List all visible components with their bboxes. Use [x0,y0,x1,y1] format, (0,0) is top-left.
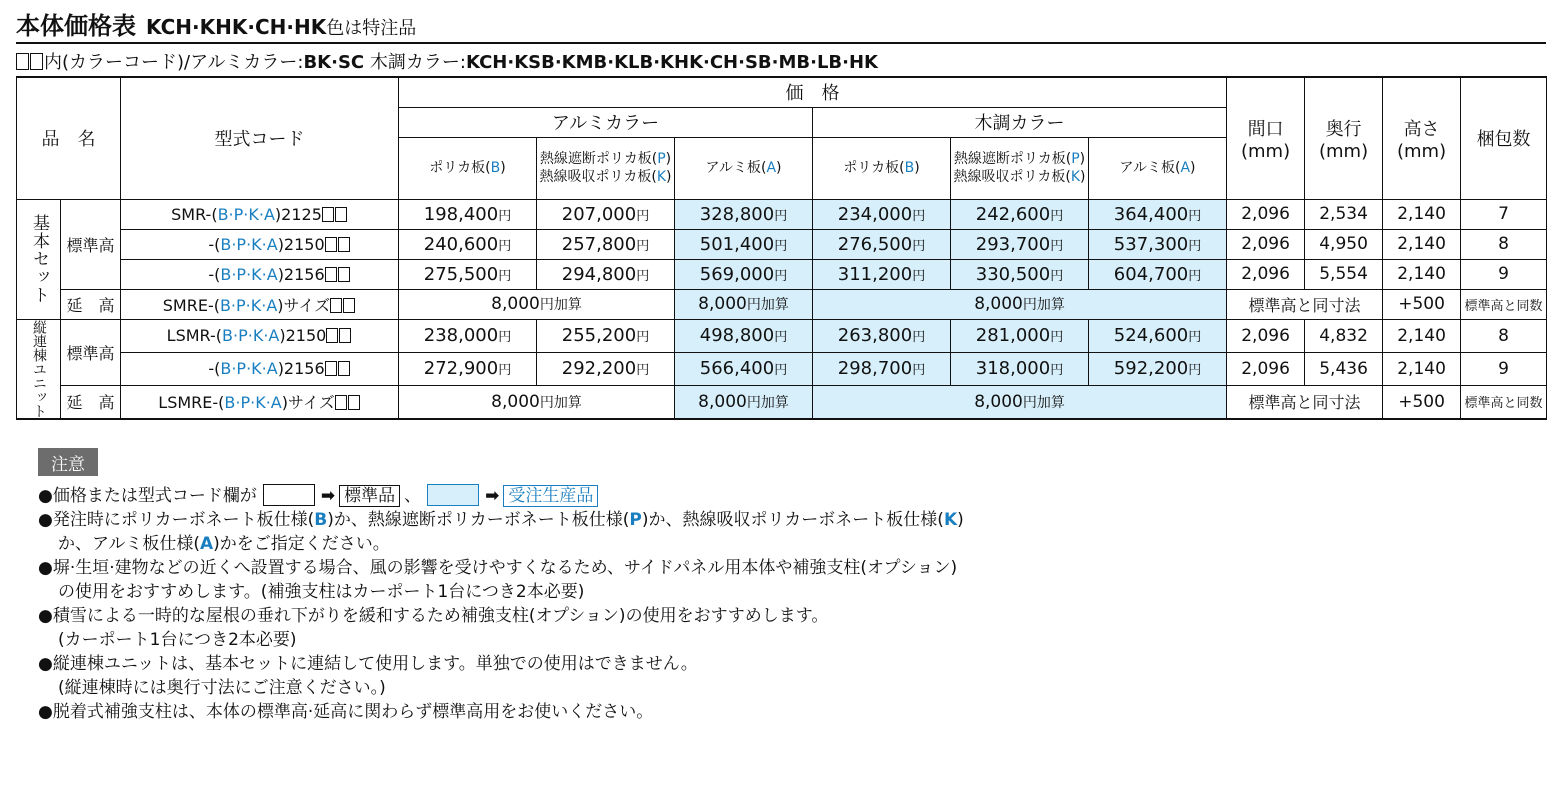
header-wood-alum: アルミ板(A) [1089,137,1227,199]
table-row-extended [17,289,1547,319]
height-cell: 2,140 [1383,229,1461,259]
depth-cell: 4,832 [1305,319,1383,352]
header-product: 品 名 [17,77,121,199]
group-vertical: 縦連棟ユニット [17,319,61,419]
same-size-cell: 標準高と同寸法 [1227,385,1383,418]
depth-cell: 5,436 [1305,352,1383,385]
note-item-cont: (縦連棟時には奥行寸法にご注意ください。) [58,678,386,698]
legend-white-box [263,484,315,506]
price-cell: 537,300円 [1089,229,1227,259]
price-cell: 238,000円 [399,319,537,352]
note-item-cont: (カーポート1台につき2本必要) [58,630,297,650]
header-alu-alum: アルミ板(A) [675,137,813,199]
header-code: 型式コード [121,77,399,199]
note-item-cont: か、アルミ板仕様(A)かをご指定ください。 [58,534,390,554]
price-cell: 255,200円 [537,319,675,352]
label-standard: 標準高 [61,199,121,289]
header-wood-heat: 熱線遮断ポリカ板(P) 熱線吸収ポリカ板(K) [951,137,1089,199]
color-code-line [16,48,878,74]
note-item: ●発注時にポリカーボネート板仕様(B)か、熱線遮断ポリカーボネート板仕様(P)か、熱線吸収ポリカーボネート板仕様(K) [38,510,964,530]
notes-list [38,484,1138,724]
note-item: ●脱着式補強支柱は、本体の標準高·延高に関わらず標準高用をお使いください。 [38,702,654,722]
price-cell: 275,500円 [399,259,537,289]
model-code: -(B·P·K·A)2156 [121,259,399,289]
price-cell: 501,400円 [675,229,813,259]
label-extended: 延 高 [61,289,121,319]
table-row [17,199,1547,229]
title-codes: KCH·KHK·CH·HK [146,15,327,39]
price-cell: 292,200円 [537,352,675,385]
height-cell: 2,140 [1383,199,1461,229]
add-price-cell: 8,000円加算 [675,385,813,418]
pack-cell: 9 [1461,259,1547,289]
width-cell: 2,096 [1227,259,1305,289]
price-cell: 330,500円 [951,259,1089,289]
header-alu-poly: ポリカ板(B) [399,137,537,199]
price-cell: 328,800円 [675,199,813,229]
price-cell: 242,600円 [951,199,1089,229]
pack-cell: 9 [1461,352,1547,385]
title-rule [16,42,1546,44]
price-cell: 569,000円 [675,259,813,289]
width-cell: 2,096 [1227,319,1305,352]
price-cell: 298,700円 [813,352,951,385]
table-row [17,352,1547,385]
price-cell: 592,200円 [1089,352,1227,385]
price-cell: 240,600円 [399,229,537,259]
width-cell: 2,096 [1227,352,1305,385]
table-row-extended [17,385,1547,418]
price-cell: 234,000円 [813,199,951,229]
wood-color-label: 木調カラー: [364,52,466,73]
model-code: -(B·P·K·A)2156 [121,352,399,385]
width-cell: 2,096 [1227,199,1305,229]
note-item: ●塀·生垣·建物などの近くへ設置する場合、風の影響を受けやすくなるため、サイドパネル用本体や補強支柱(オプション) [38,558,958,578]
alu-color-codes: BK·SC [303,52,365,73]
depth-cell: 4,950 [1305,229,1383,259]
note-item: ●縦連棟ユニットは、基本セットに連結して使用します。単独での使用はできません。 [38,654,698,674]
price-cell: 207,000円 [537,199,675,229]
pack-cell: 標準高と同数 [1461,385,1547,418]
header-alu: アルミカラー [399,107,813,137]
header-wood: 木調カラー [813,107,1227,137]
model-code: LSMR-(B·P·K·A)2150 [121,319,399,352]
height-cell: +500 [1383,289,1461,319]
header-pack: 梱包数 [1461,77,1547,199]
add-price-cell: 8,000円加算 [399,289,675,319]
arrow-right-icon: ➡ [320,486,336,506]
color-code-prefix: 内(カラーコード)/アルミカラー: [44,52,304,73]
price-cell: 276,500円 [813,229,951,259]
wood-color-codes: KCH·KSB·KMB·KLB·KHK·CH·SB·MB·LB·HK [465,52,878,73]
price-cell: 293,700円 [951,229,1089,259]
legend-standard: 標準品 [339,485,400,507]
note-item-cont: の使用をおすすめします。(補強支柱はカーポート1台につき2本必要) [58,582,585,602]
notes-tag: 注意 [38,448,98,476]
title-tail: 色は特注品 [326,18,417,39]
add-price-cell: 8,000円加算 [813,289,1227,319]
header-height: 高さ (mm) [1383,77,1461,199]
note-item: ●積雪による一時的な屋根の垂れ下がりを緩和するため補強支柱(オプション)の使用をおすすめします。 [38,606,829,626]
price-cell: 364,400円 [1089,199,1227,229]
price-cell: 524,600円 [1089,319,1227,352]
label-standard: 標準高 [61,319,121,385]
note-legend: ●価格または型式コード欄が ➡ 標準品 、 ➡ 受注生産品 [38,484,1138,508]
height-cell: +500 [1383,385,1461,418]
price-cell: 604,700円 [1089,259,1227,289]
color-code-box [16,53,29,70]
price-cell: 311,200円 [813,259,951,289]
label-extended: 延 高 [61,385,121,418]
same-size-cell: 標準高と同寸法 [1227,289,1383,319]
header-price: 価 格 [399,77,1227,107]
pack-cell: 8 [1461,229,1547,259]
pack-cell: 8 [1461,319,1547,352]
price-cell: 281,000円 [951,319,1089,352]
pack-cell: 標準高と同数 [1461,289,1547,319]
height-cell: 2,140 [1383,352,1461,385]
model-code: -(B·P·K·A)2150 [121,229,399,259]
page-title [16,6,416,40]
model-code: SMR-(B·P·K·A)2125 [121,199,399,229]
price-cell: 257,800円 [537,229,675,259]
add-price-cell: 8,000円加算 [399,385,675,418]
width-cell: 2,096 [1227,229,1305,259]
header-width: 間口 (mm) [1227,77,1305,199]
depth-cell: 2,534 [1305,199,1383,229]
add-price-cell: 8,000円加算 [675,289,813,319]
price-cell: 263,800円 [813,319,951,352]
arrow-right-icon: ➡ [485,486,500,506]
price-cell: 198,400円 [399,199,537,229]
color-code-box [30,53,43,70]
table-row [17,259,1547,289]
title-main: 本体価格表 [16,12,136,40]
pack-cell: 7 [1461,199,1547,229]
depth-cell: 5,554 [1305,259,1383,289]
add-price-cell: 8,000円加算 [813,385,1227,418]
header-depth: 奥行 (mm) [1305,77,1383,199]
price-cell: 566,400円 [675,352,813,385]
height-cell: 2,140 [1383,259,1461,289]
height-cell: 2,140 [1383,319,1461,352]
table-row [17,319,1547,352]
header-wood-poly: ポリカ板(B) [813,137,951,199]
price-cell: 272,900円 [399,352,537,385]
table-row [17,229,1547,259]
group-basic: 基本セット [17,199,61,319]
header-alu-heat: 熱線遮断ポリカ板(P) 熱線吸収ポリカ板(K) [537,137,675,199]
price-table [16,76,1547,420]
legend-order: 受注生産品 [503,485,598,507]
price-cell: 498,800円 [675,319,813,352]
legend-blue-box [427,484,479,506]
model-code: LSMRE-(B·P·K·A)サイズ [121,385,399,418]
price-cell: 318,000円 [951,352,1089,385]
model-code: SMRE-(B·P·K·A)サイズ [121,289,399,319]
price-cell: 294,800円 [537,259,675,289]
